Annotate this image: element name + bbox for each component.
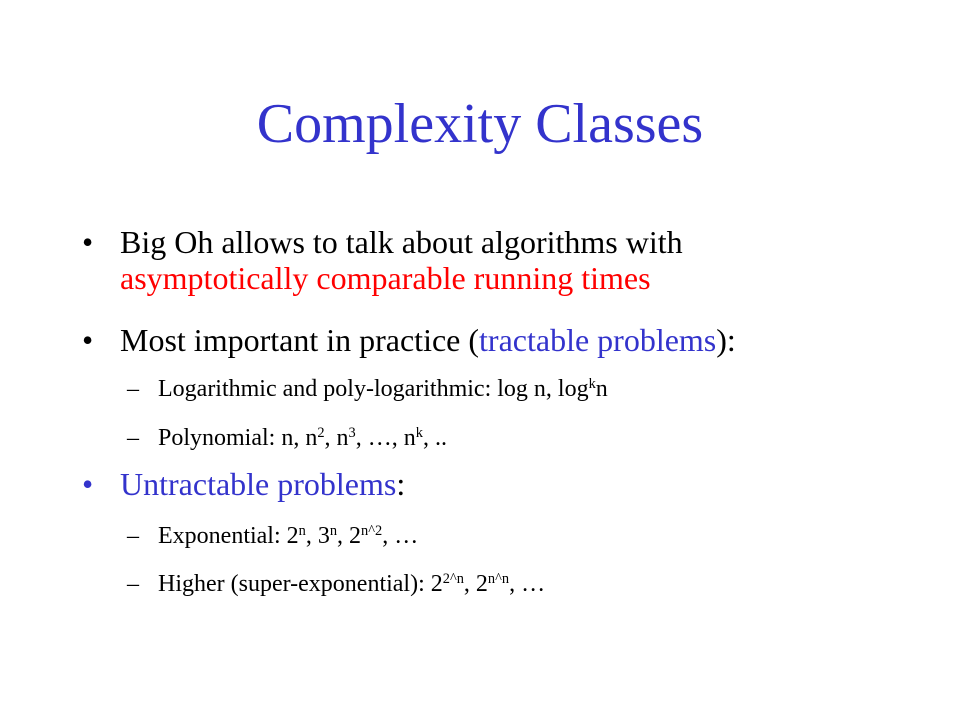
- sub-text-mid: , 2: [337, 523, 362, 549]
- dash: –: [127, 425, 139, 451]
- sub-text-after: n: [595, 376, 608, 402]
- sub-text-mid: , n: [324, 425, 349, 451]
- sub-text-mid: , …, n: [355, 425, 416, 451]
- superscript: n: [329, 523, 338, 540]
- sub-bullet-exponential: [127, 522, 418, 550]
- bullet-dot: •: [82, 322, 94, 358]
- sub-text: Exponential: 2: [158, 523, 299, 549]
- superscript: k: [588, 376, 596, 393]
- bullet-text-post: ):: [716, 322, 736, 358]
- superscript: 2^n: [442, 571, 464, 588]
- bullet-text-pre: Most important in practice (: [120, 322, 480, 358]
- superscript: 3: [348, 425, 356, 442]
- bullet-text: [120, 224, 683, 296]
- sub-text-mid: , 3: [305, 523, 330, 549]
- dash: –: [127, 523, 139, 549]
- sub-bullet-logarithmic: [127, 375, 608, 403]
- dash: –: [127, 571, 139, 597]
- bullet-text: [120, 322, 736, 358]
- tractable-highlight: tractable problems: [479, 322, 717, 358]
- sub-text: Polynomial: n, n: [158, 425, 318, 451]
- untractable-highlight: Untractable problems: [120, 466, 397, 502]
- sub-text-mid: , 2: [463, 571, 488, 597]
- bullet-dot: •: [82, 466, 94, 502]
- sub-bullet-super-exponential: [127, 570, 545, 598]
- sub-bullet-polynomial: [127, 424, 447, 452]
- slide-title: Complexity Classes: [256, 93, 704, 155]
- sub-text: Logarithmic and poly-logarithmic: log n, log: [158, 376, 589, 402]
- bullet-line-1: Big Oh allows to talk about algorithms with: [120, 224, 683, 260]
- superscript: k: [415, 425, 423, 442]
- sub-text-after: , …: [382, 523, 419, 549]
- sub-text: Higher (super-exponential): 2: [158, 571, 443, 597]
- superscript: n^2: [361, 523, 383, 540]
- dash: –: [127, 376, 139, 402]
- bullet-dot: •: [82, 224, 94, 260]
- sub-text-after: , …: [509, 571, 546, 597]
- bullet-line-2-emphasis: asymptotically comparable running times: [120, 260, 651, 296]
- superscript: n^n: [487, 571, 510, 588]
- superscript: 2: [317, 425, 325, 442]
- superscript: n: [298, 523, 306, 540]
- bullet-text: [120, 466, 405, 502]
- bullet-text-post: :: [396, 466, 406, 502]
- sub-text-after: , ..: [422, 425, 447, 451]
